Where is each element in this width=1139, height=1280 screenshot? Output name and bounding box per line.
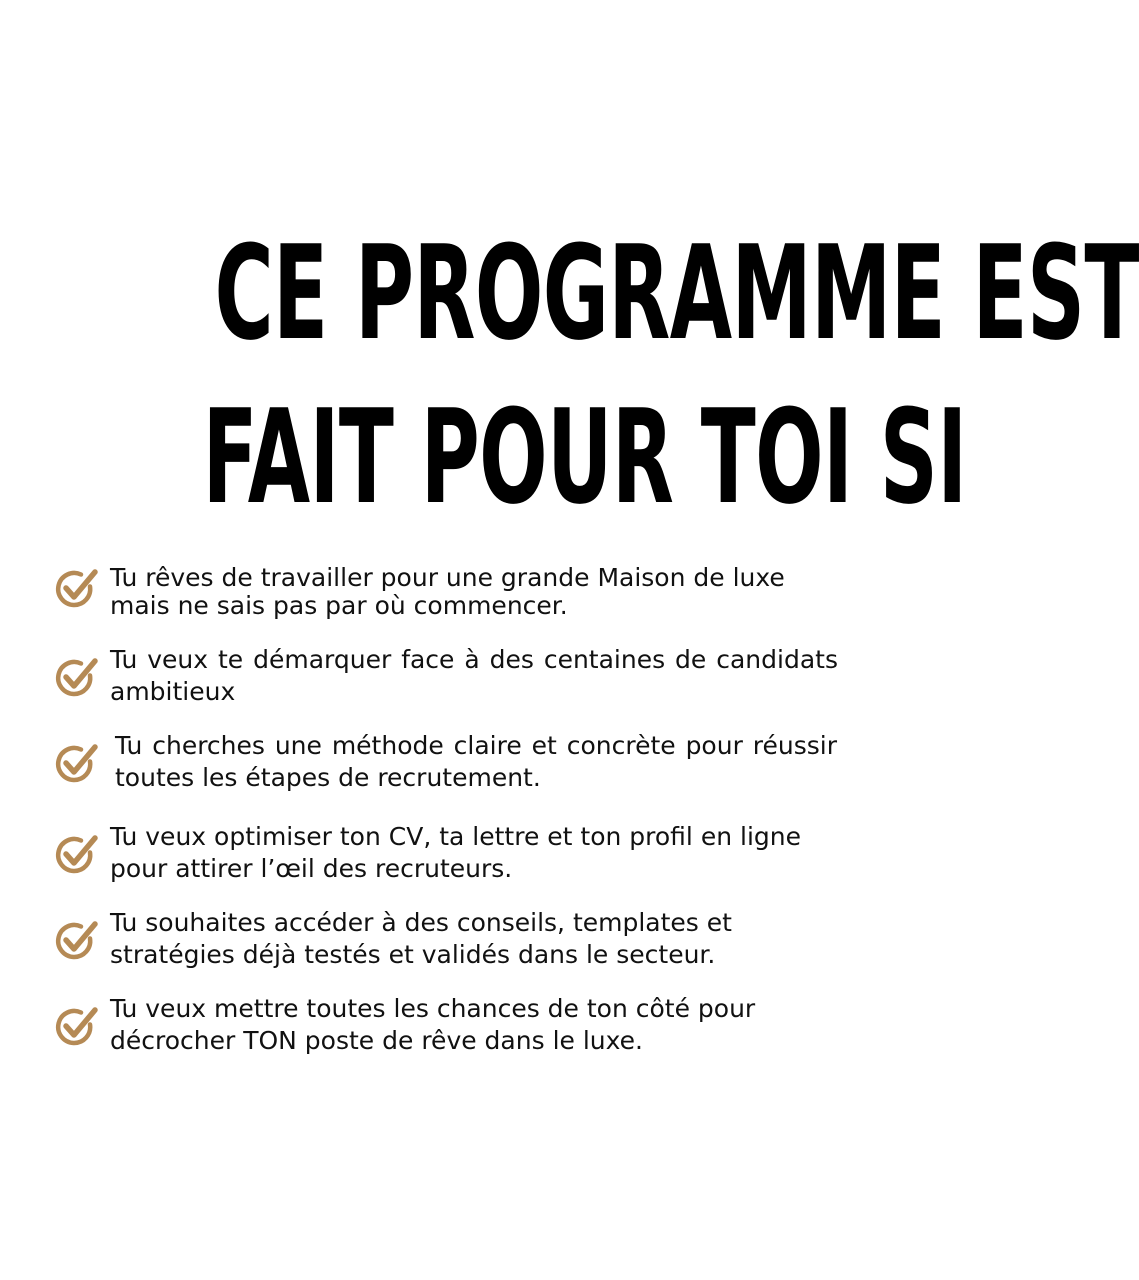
benefit-text: Tu veux optimiser ton CV, ta lettre et ton profil en ligne pour attirer l’œil des recruteurs. — [110, 822, 801, 883]
check-circle-icon — [54, 832, 100, 878]
benefit-text: Tu veux te démarquer face à des centaines de candidats ambitieux — [110, 645, 838, 706]
benefit-text: Tu veux mettre toutes les chances de ton côté pour décrocher TON poste de rêve dans le luxe. — [110, 994, 756, 1055]
headline-line-2: FAIT POUR TOI SI — [202, 381, 967, 533]
headline-line-1: CE PROGRAMME EST — [214, 217, 1139, 369]
benefit-text: Tu cherches une méthode claire et concrète pour réussir toutes les étapes de recrutement. — [115, 731, 837, 792]
check-circle-icon — [54, 918, 100, 964]
check-circle-icon — [54, 1004, 100, 1050]
check-circle-icon — [54, 566, 100, 612]
check-circle-icon — [54, 655, 100, 701]
benefit-text: Tu souhaites accéder à des conseils, templates et stratégies déjà testés et validés dans le secteur. — [110, 908, 732, 969]
check-circle-icon — [54, 741, 100, 787]
benefit-text: Tu rêves de travailler pour une grande Maison de luxe mais ne sais pas par où commencer. — [110, 563, 785, 620]
